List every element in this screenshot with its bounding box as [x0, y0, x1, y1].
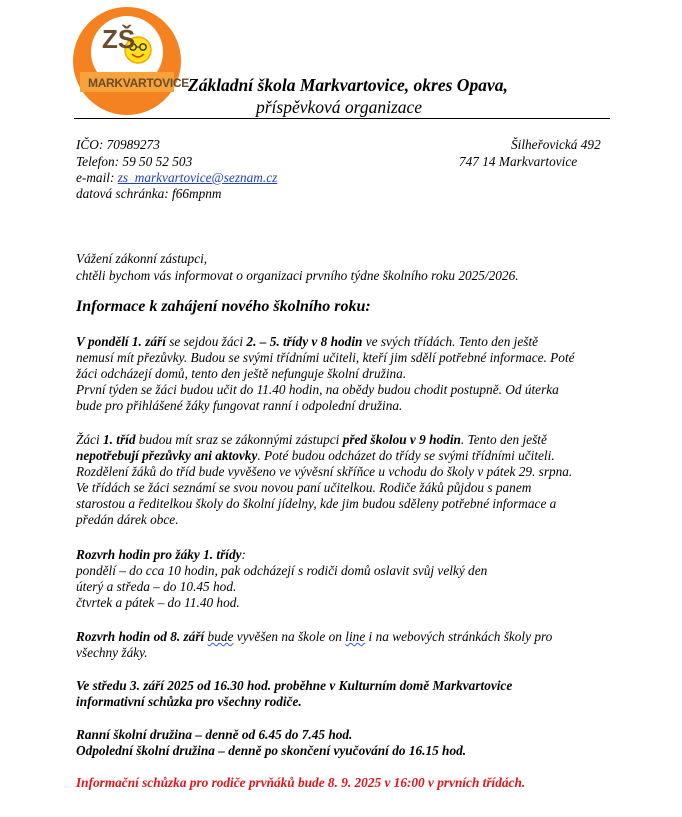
- para1-line-1: [76, 334, 538, 350]
- schedule1-line-1: pondělí – do cca 10 hodin, pak odcházejí s rodiči domů oslavit svůj velký den: [76, 563, 488, 578]
- para1-text-a: se sejdou žáci: [165, 334, 247, 349]
- schedule1-title: [76, 547, 246, 563]
- schedule2-word-line: line: [345, 629, 366, 644]
- email-link[interactable]: zs_markvartovice@seznam.cz: [117, 170, 278, 185]
- para2-grade: 1. tříd: [102, 432, 136, 447]
- email-line: [76, 170, 277, 186]
- red-notice: Informační schůzka pro rodiče prvňáků bude 8. 9. 2025 v 16:00 v prvních třídách.: [76, 775, 526, 790]
- club-line-1: Ranní školní družina – denně od 6.45 do 7.45 hod.: [76, 727, 353, 742]
- schedule1-title-text: Rozvrh hodin pro žáky 1. třídy: [76, 547, 242, 562]
- header-divider: [74, 118, 610, 119]
- schedule1-line-2: úterý a středa – do 10.45 hod.: [76, 579, 237, 594]
- para2-line-6: předán dárek obce.: [76, 512, 179, 527]
- logo-letters: ZŠ: [102, 24, 136, 54]
- para1-grades: 2. – 5. třídy v 8 hodin: [246, 334, 363, 349]
- meeting-line-2: informativní schůzka pro všechny rodiče.: [76, 694, 302, 709]
- para2-line-5: starostou a ředitelkou školy do školní jídelny, kde jim budou sděleny potřebné informace a: [76, 496, 557, 511]
- org-type: příspěvková organizace: [256, 97, 423, 117]
- para2-place: před školou v 9 hodin: [342, 432, 461, 447]
- para2-line-4: Ve třídách se žáci seznámí se svou novou paní učitelkou. Rodiče žáků půjdou s panem: [76, 480, 532, 495]
- para2-text-0: Žáci: [76, 432, 103, 447]
- para1-line-2: nemusí mít přezůvky. Budou se svými třídními učiteli, kteří jim sdělí potřebné informace. Poté: [76, 350, 575, 365]
- school-name: Základní škola Markvartovice, okres Opava,: [188, 75, 508, 95]
- para2-text-b: . Tento den ještě: [460, 432, 547, 447]
- school-logo: [72, 6, 189, 116]
- email-label: e-mail:: [76, 170, 118, 185]
- schedule2-word-bude: bude: [207, 629, 234, 644]
- meeting-line-1: Ve středu 3. září 2025 od 16.30 hod. proběhne v Kulturním domě Markvartovice: [76, 678, 513, 693]
- schedule2-text-b: i na webových stránkách školy pro: [365, 629, 553, 644]
- street: Šilheřovická 492: [511, 137, 601, 152]
- zip-city: 747 14 Markvartovice: [459, 154, 578, 169]
- schedule2-line-2: všechny žáky.: [76, 645, 148, 660]
- greeting-line-2: chtěli bychom vás informovat o organizaci prvního týdne školního roku 2025/2026.: [76, 268, 519, 283]
- para2-no-slippers: nepotřebují přezůvky ani aktovky: [76, 448, 258, 463]
- schedule1-line-3: čtvrtek a pátek – do 11.40 hod.: [76, 595, 240, 610]
- para2-line-3: Rozdělení žáků do tříd bude vyvěšeno ve vývěsní skříňce u vchodu do školy v pátek 29. srpna.: [76, 464, 573, 479]
- section-heading: Informace k zahájení nového školního roku:: [76, 298, 371, 315]
- logo-name: MARKVARTOVICE: [88, 76, 189, 90]
- para2-line-1: [76, 432, 547, 448]
- schedule1-colon: :: [241, 547, 246, 562]
- phone: Telefon: 59 50 52 503: [76, 154, 193, 169]
- para1-text-b: ve svých třídách. Tento den ještě: [362, 334, 539, 349]
- club-line-2: Odpolední školní družina – denně po skončení vyučování do 16.15 hod.: [76, 743, 467, 758]
- para1-line-4: První týden se žáci budou učit do 11.40 hodin, na obědy budou chodit postupně. Od úterka: [76, 382, 559, 397]
- databox: datová schránka: f66mpnm: [76, 186, 222, 201]
- para1-line-3: žáci odcházejí domů, tento den ještě nefunguje školní družina.: [76, 366, 407, 381]
- para2-line-2-rest: . Poté budou odcházet do třídy se svými třídními učiteli.: [257, 448, 555, 463]
- para1-date: V pondělí 1. září: [76, 334, 166, 349]
- para2-line-2: [76, 448, 555, 464]
- ico: IČO: 70989273: [76, 137, 160, 152]
- greeting-line-1: Vážení zákonní zástupci,: [76, 251, 208, 266]
- para1-line-5: bude pro přihlášené žáky fungovat ranní i odpolední družina.: [76, 398, 403, 413]
- schedule2-line-1: [76, 629, 552, 645]
- schedule2-text-a: vyvěšen na škole on: [233, 629, 346, 644]
- para2-text-a: budou mít sraz se zákonnými zástupci: [135, 432, 343, 447]
- schedule2-title: Rozvrh hodin od 8. září: [76, 629, 205, 644]
